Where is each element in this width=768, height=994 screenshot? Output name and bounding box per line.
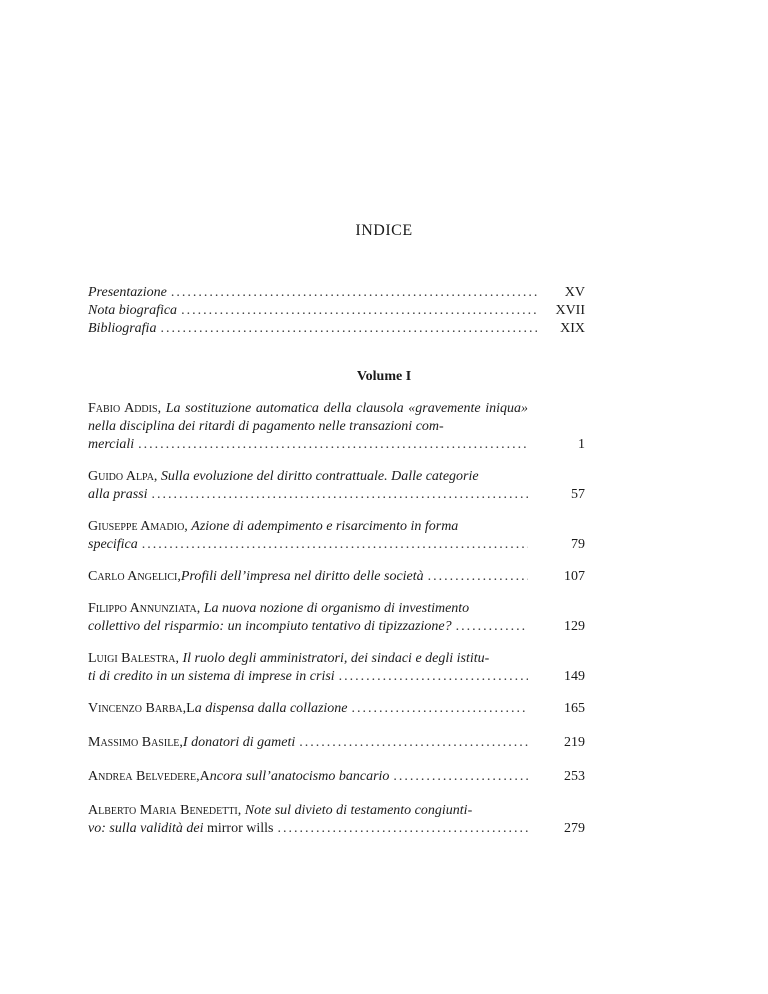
entry-title-initial: A [199, 769, 210, 784]
dot-leader [299, 734, 528, 752]
entry-title-line: ncora sull’anatocismo bancario [209, 769, 390, 784]
entry-title-line: I donatori di gameti [182, 735, 296, 750]
entry-author: Massimo Basile [88, 735, 180, 750]
toc-row-nota-biografica [88, 302, 585, 320]
page-title: INDICE [355, 222, 413, 239]
entry-page-number: 279 [564, 821, 585, 836]
dot-leader [160, 320, 537, 338]
entry-title-line: merciali [88, 437, 135, 452]
dot-leader [277, 820, 528, 838]
entry-title-line: specifica [88, 537, 138, 552]
toc-entry: Fabio Addis, La sostituzione automatica della clausola «gravemente iniqua» nella disciplina dei ritardi di pagamento nelle transazioni com- merciali ..... 1 [88, 400, 585, 454]
entry-page-number: 107 [564, 569, 585, 584]
toc-entry: Carlo Angelici , Profili dell’impresa nel diritto delle società ..... 107 [88, 568, 585, 586]
toc-label: Nota biografica [88, 303, 178, 318]
toc-label: Bibliografia [88, 321, 157, 336]
entry-author: Andrea Belvedere [88, 769, 197, 784]
toc-page-number: XIX [560, 321, 585, 336]
dot-leader [393, 768, 528, 786]
toc-entry: Filippo Annunziata, La nuova nozione di organismo di investimento collettivo del risparmio: un incompiuto tentativo di tipizzazione? ..... 129 [88, 600, 585, 636]
entry-page-number: 165 [564, 701, 585, 716]
entry-title-line: iniqua» nella disciplina dei ritardi di pagamento nelle transazioni com- [88, 401, 529, 434]
toc-entry: Luigi Balestra, Il ruolo degli amministratori, dei sindaci e degli istitu- ti di credito in un sistema di imprese in crisi ..... 149 [88, 650, 585, 686]
toc-row-bibliografia [88, 320, 585, 338]
entry-title-line: vo: sulla validità dei [88, 821, 204, 836]
entry-author: Vincenzo Barba [88, 701, 183, 716]
entry-author: Fabio Addis [88, 401, 158, 416]
entry-author: Luigi Balestra [88, 651, 176, 666]
entry-title-line: La nuova nozione di organismo di investimento [203, 601, 470, 616]
entry-page-number: 253 [564, 769, 585, 784]
toc-entry: Giuseppe Amadio, Azione di adempimento e risarcimento in forma specifica ..... 79 [88, 518, 585, 554]
entry-title-roman: mirror wills [206, 821, 274, 836]
entry-title-line: La sostituzione automatica della clausola «gravemente [165, 401, 481, 416]
entry-title-line: Note sul divieto di testamento congiunti- [244, 803, 473, 818]
dot-leader [352, 700, 528, 718]
dot-leader [428, 568, 528, 586]
toc-entry: Alberto Maria Benedetti, Note sul divieto di testamento congiunti- vo: sulla validità dei mirror wills ..... 279 [88, 802, 585, 838]
entry-author: Carlo Angelici [88, 569, 178, 584]
entry-page-number: 1 [578, 437, 585, 452]
toc-label: Presentazione [88, 285, 167, 300]
toc-entry: Guido Alpa, Sulla evoluzione del diritto contrattuale. Dalle categorie alla prassi ..... 57 [88, 468, 585, 504]
front-matter-list [88, 284, 585, 338]
dot-leader [456, 618, 528, 636]
toc-entry: Andrea Belvedere , A ncora sull’anatocismo bancario ..... 253 [88, 768, 585, 786]
entry-title-initial: L [186, 701, 195, 716]
entry-page-number: 79 [571, 537, 585, 552]
entry-author: Guido Alpa [88, 469, 154, 484]
dot-leader [339, 668, 528, 686]
entry-title-line: collettivo del risparmio: un incompiuto tentativo di tipizzazione? [88, 619, 452, 634]
entry-author: Filippo Annunziata [88, 601, 197, 616]
volume-title: Volume I [356, 369, 412, 384]
dot-leader [181, 302, 537, 320]
entry-author: Giuseppe Amadio [88, 519, 185, 534]
entry-title-line: Profili dell’impresa nel diritto delle società [180, 569, 424, 584]
entry-page-number: 149 [564, 669, 585, 684]
toc-row-presentazione [88, 284, 585, 302]
entry-title-line: Sulla evoluzione del diritto contrattuale. Dalle categorie [160, 469, 479, 484]
toc-entry: Vincenzo Barba , L a dispensa dalla collazione ..... 165 [88, 700, 585, 718]
entry-author: Alberto Maria Benedetti [88, 803, 238, 818]
entry-page-number: 57 [571, 487, 585, 502]
entry-title-line: Il ruolo degli amministratori, dei sindaci e degli istitu- [182, 651, 490, 666]
entry-page-number: 129 [564, 619, 585, 634]
toc-entry: Massimo Basile , I donatori di gameti ..... 219 [88, 734, 585, 752]
dot-leader [138, 436, 528, 454]
toc-page-number: XV [564, 285, 585, 300]
entry-page-number: 219 [564, 735, 585, 750]
dot-leader [171, 284, 537, 302]
entry-title-line: alla prassi [88, 487, 148, 502]
dot-leader [142, 536, 528, 554]
toc-page-number: XVII [555, 303, 585, 318]
entry-title-line: ti di credito in un sistema di imprese in crisi [88, 669, 335, 684]
entry-title-line: a dispensa dalla collazione [194, 701, 348, 716]
dot-leader [152, 486, 528, 504]
entry-title-line: Azione di adempimento e risarcimento in forma [191, 519, 459, 534]
